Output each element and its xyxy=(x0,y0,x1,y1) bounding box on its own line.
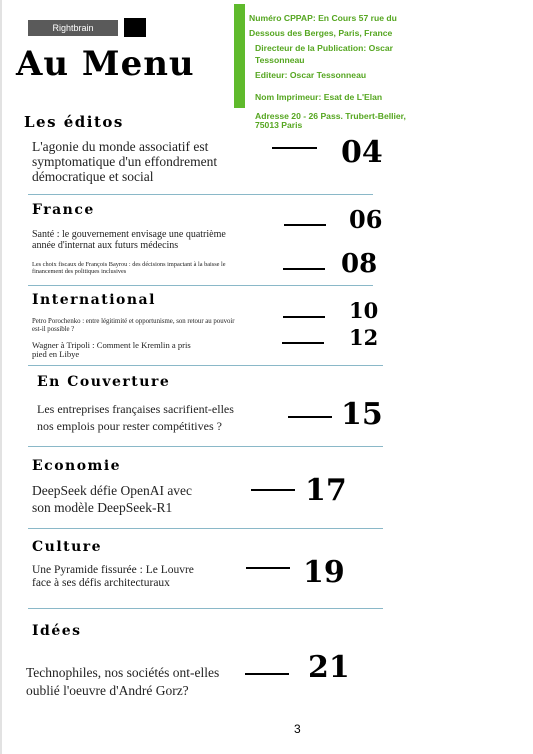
page-left-edge xyxy=(0,0,2,754)
toc-entry-line: L'agonie du monde associatif est xyxy=(32,139,209,154)
page-number: 3 xyxy=(294,722,301,736)
info-line-printer: Nom Imprimeur: Esat de L'Elan xyxy=(255,92,383,102)
leader-dash xyxy=(284,224,326,226)
toc-entry-line: pied en Libye xyxy=(32,349,80,359)
toc-entry-culture-1[interactable] xyxy=(32,564,194,590)
section-title-culture: Culture xyxy=(32,539,103,555)
toc-entry-economie-1[interactable] xyxy=(32,482,192,516)
section-title-international: International xyxy=(32,292,156,308)
section-divider xyxy=(28,285,373,286)
section-title-couverture: En Couverture xyxy=(37,374,171,390)
toc-entry-line: Les entreprises françaises sacrifient-elles xyxy=(37,402,234,416)
section-title-idees: Idées xyxy=(32,623,82,639)
toc-entry-line: DeepSeek défie OpenAI avec xyxy=(32,483,193,498)
toc-entry-line: oublié l'oeuvre d'André Gorz? xyxy=(26,683,189,698)
toc-entry-line: financement des politiques inclusives xyxy=(32,268,127,275)
section-divider xyxy=(28,194,373,195)
toc-entry-france-1[interactable] xyxy=(32,229,226,251)
leader-dash xyxy=(283,268,325,270)
toc-page-number: 17 xyxy=(305,473,347,508)
toc-page-number: 19 xyxy=(303,555,345,590)
toc-entry-line: démocratique et social xyxy=(32,169,154,184)
toc-entry-line: face à ses défis architecturaux xyxy=(32,577,170,589)
toc-page-number: 08 xyxy=(341,249,378,279)
section-divider xyxy=(28,365,383,366)
section-title-editos: Les éditos xyxy=(24,113,124,131)
info-line-cppap: Numéro CPPAP: En Cours 57 rue du xyxy=(249,13,397,23)
info-line-printer-city: 75013 Paris xyxy=(255,120,303,130)
section-divider xyxy=(28,446,383,447)
toc-page-number: 15 xyxy=(341,397,383,432)
toc-entry-line: Santé : le gouvernement envisage une quatrième xyxy=(32,229,226,240)
section-title-france: France xyxy=(32,202,95,218)
info-accent-bar xyxy=(234,4,245,108)
toc-entry-line: nos emplois pour rester compétitives ? xyxy=(37,419,222,433)
toc-entry-line: Technophiles, nos sociétés ont-elles xyxy=(26,665,220,680)
info-line-printer-address: Adresse 20 - 26 Pass. Trubert-Bellier, xyxy=(255,111,406,121)
leader-dash xyxy=(288,416,332,418)
toc-entry-line: symptomatique d'un effondrement xyxy=(32,154,218,169)
toc-entry-international-1[interactable] xyxy=(32,318,235,334)
toc-entry-line: Petro Porochenko : entre légitimité et opportunisme, son retour au pouvoir xyxy=(32,318,235,325)
brand-label: Rightbrain xyxy=(28,20,118,36)
toc-entry-editos-1[interactable] xyxy=(32,139,217,184)
toc-page-number: 21 xyxy=(308,650,350,685)
brand-square-decoration xyxy=(124,18,146,37)
toc-page-number: 06 xyxy=(349,205,383,234)
toc-entry-line: Une Pyramide fissurée : Le Louvre xyxy=(32,564,194,576)
page-title: Au Menu xyxy=(16,44,195,84)
toc-page-number: 04 xyxy=(341,135,383,170)
info-line-address: Dessous des Berges, Paris, France xyxy=(249,28,393,38)
section-title-economie: Economie xyxy=(32,458,122,474)
leader-dash xyxy=(251,489,295,491)
leader-dash xyxy=(282,342,324,344)
toc-entry-international-2[interactable] xyxy=(32,341,191,359)
toc-page-number: 12 xyxy=(349,325,379,350)
leader-dash xyxy=(283,316,325,318)
info-line-director: Directeur de la Publication: Oscar xyxy=(255,43,394,53)
section-divider xyxy=(28,528,383,529)
toc-page-number: 10 xyxy=(349,298,379,323)
toc-entry-line: année d'internat aux futurs médecins xyxy=(32,240,179,251)
toc-entry-line: son modèle DeepSeek-R1 xyxy=(32,500,173,515)
info-line-editor: Editeur: Oscar Tessonneau xyxy=(255,70,367,80)
leader-dash xyxy=(272,147,317,149)
toc-entry-france-2[interactable] xyxy=(32,261,226,275)
toc-entry-line: Wagner à Tripoli : Comment le Kremlin a pris xyxy=(32,340,191,350)
info-line-director-name: Tessonneau xyxy=(255,55,305,65)
toc-entry-line: Les choix fiscaux de François Bayrou : des décisions impactant à la baisse le xyxy=(32,261,226,268)
toc-entry-couverture-1[interactable] xyxy=(37,401,234,435)
toc-entry-idees-1[interactable] xyxy=(26,664,219,700)
toc-entry-line: est-il possible ? xyxy=(32,326,75,333)
section-divider xyxy=(28,608,383,609)
leader-dash xyxy=(246,567,290,569)
leader-dash xyxy=(245,673,289,675)
